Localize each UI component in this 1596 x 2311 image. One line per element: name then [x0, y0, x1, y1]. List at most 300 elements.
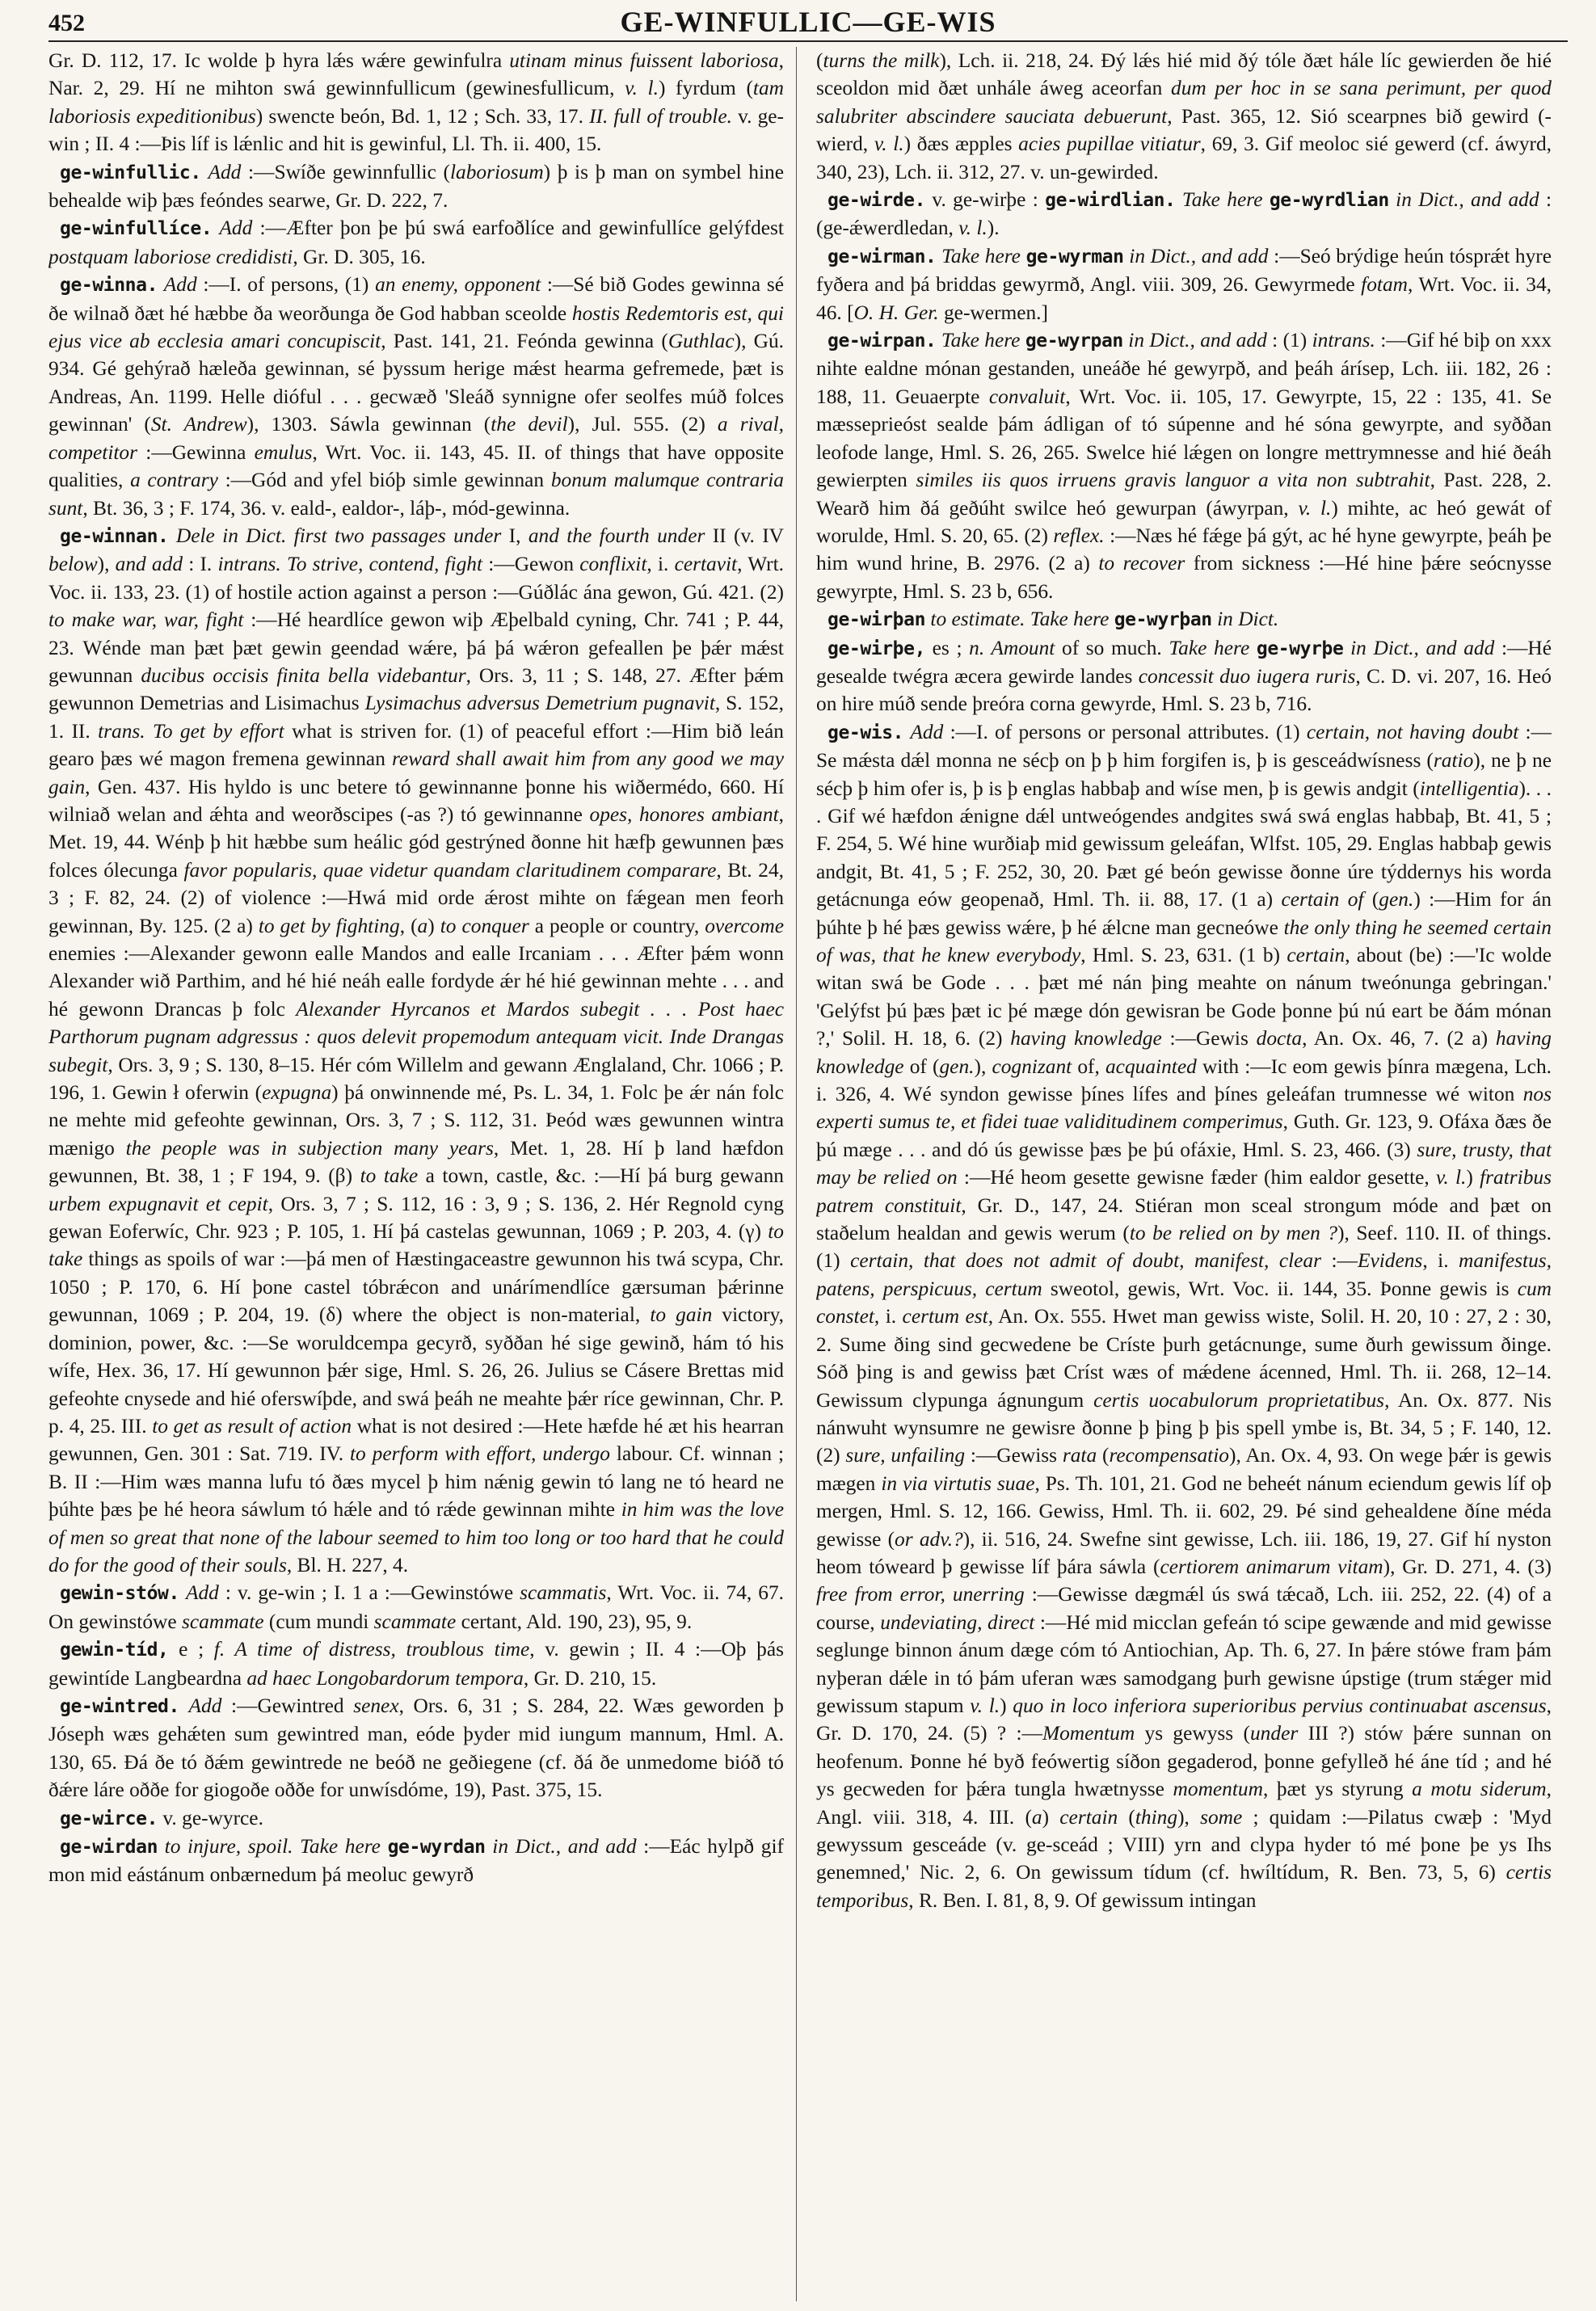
italic-text: acquainted: [1105, 1054, 1197, 1078]
entry-text: e ;: [168, 1638, 214, 1661]
italic-text: v. l.: [625, 77, 659, 100]
italic-text: acies pupillae vitiatur: [1018, 133, 1201, 156]
italic-text: a motu siderum: [1412, 1778, 1547, 1801]
entry-text: ge-wermen.]: [938, 301, 1048, 324]
dictionary-entry: [48, 1635, 784, 1692]
entry-text: , v. gewin ; II. 4 :—Oþ þás gewintíde Langbeardna: [48, 1638, 784, 1690]
entry-text: ).: [987, 217, 1000, 240]
entry-text: ), Jul. 555. (2): [567, 413, 718, 436]
entry-text: ): [1042, 1805, 1060, 1829]
dictionary-entry: [816, 634, 1552, 718]
entry-text: :—Gewintred: [221, 1694, 354, 1717]
headword: ge-wintred.: [60, 1695, 179, 1717]
italic-text: certiorem animarum vitam: [1160, 1555, 1383, 1578]
column-divider: [796, 47, 797, 2301]
entry-text: , Nar. 2, 29. Hí ne mihton swá gewinnfullicum (gewinesfullicum,: [48, 49, 784, 100]
entry-text: (cum mundi: [263, 1610, 374, 1633]
italic-text: fotam: [1361, 273, 1408, 297]
italic-text: to take: [48, 1220, 784, 1271]
italic-text: to get by fighting: [258, 914, 400, 937]
italic-text: in him was the love of men so great that none of the labour seemed to him too long or too hard that he could do for the good of their souls: [48, 1498, 784, 1576]
entry-text: , Wrt. Voc. ii. 143, 45. II. of things that have opposite qualities,: [48, 440, 784, 492]
page-header: [48, 3, 1568, 39]
italic-text: a contrary: [130, 469, 218, 492]
italic-text: and the fourth under: [528, 524, 705, 547]
italic-text: II. full of trouble.: [589, 104, 732, 128]
entry-text: , Ors. 3, 9 ; S. 130, 8–15. Hér cóm Willelm and gewann Ænglaland, Chr. 1066 ; P. 196, 1. Gewin ł oferwin (: [48, 1053, 784, 1105]
entry-text: , An. Ox. 877. Nis nánwuht wynsumre ne gewisre ðonne þ þing þ þis spell ymbe is, Bt. 34, 5 ; F. 140, 12. (2): [816, 1388, 1552, 1467]
entry-text: [381, 1835, 388, 1858]
entry-text: : (1): [1266, 329, 1312, 352]
entry-text: , (: [399, 914, 418, 937]
entry-text: , Ors. 3, 11 ; S. 148, 27. Æfter þǽm gewunnon Demetrias and Lisimachus: [48, 663, 784, 715]
entry-text: [179, 1581, 186, 1604]
italic-text: certain, that does not admit of doubt, manifest, clear: [850, 1249, 1321, 1273]
italic-text: to injure, spoil. Take here: [164, 1835, 381, 1858]
entry-text: ) mihte, ac heó gewát of worulde, Hml. S. 20, 65. (2): [816, 496, 1552, 547]
italic-text: in Dict., and add: [1129, 244, 1269, 267]
entry-text: , Met. 1, 28. Hí þ land hæfdon gewunnen, Bt. 38, 1 ; F 194, 9. (β): [48, 1136, 784, 1188]
headword: ge-wyrman: [1025, 246, 1124, 267]
italic-text: to conquer: [440, 914, 529, 937]
italic-text: favor popularis, quae videtur quandam claritudinem comparare: [183, 858, 717, 882]
entry-text: , i.: [646, 553, 675, 576]
italic-text: concessit duo iugera ruris: [1138, 664, 1356, 688]
entry-text: enemies :—Alexander gewonn ealle Mandos and ealle Ircaniam . . . Æfter þǽm wonn Alexander wið Parthim, and hé hié neáh ealle fordyde ǽr hé hié gewinnan mehte . . . and hé gewonn Drancas þ folc: [48, 942, 784, 1021]
entry-text: ). . . . Gif wé hæfdon ǽnigne dǽl untweógendes andgites swá swá englas habbaþ, Bt. 41, 5 ; F. 254, 5. Wé hine wurðiaþ mid gewissum geleáfan, Wlfst. 105, 29. Englas habbaþ gewis andgit, Bt. 41, 5 ; F. 252, 30, 20. Þæt gé beón gewisse ðonne úre týddernys his worda getácnunga eów geopenað, Hml. Th. ii. 88, 17. (1 a): [816, 777, 1552, 911]
headword: ge-wirpan.: [827, 330, 937, 352]
italic-text: postquam laboriose credidisti: [48, 245, 293, 268]
entry-text: :—Gewiss: [965, 1444, 1063, 1467]
entry-text: (: [1363, 888, 1379, 911]
italic-text: emulus: [254, 440, 313, 464]
italic-text: the people was in subjection many years: [125, 1136, 494, 1160]
entry-text: :—Gewinna: [137, 440, 255, 464]
entry-text: , Gr. D., 147, 24. Stiéran mon sceal strongum móde and þæt on staðelum healdan and gewis werum (: [816, 1193, 1552, 1245]
entry-text: ,: [555, 1835, 568, 1858]
italic-text: nos experti sumus te, et fidei tuae validitudinem comperimus: [816, 1083, 1552, 1134]
headword: ge-wirdlian.: [1045, 190, 1176, 212]
entry-text: , i.: [874, 1305, 903, 1328]
entry-text: ), ne þ ne sécþ þ him ofer is, þ is þ englas habbaþ and wíse men, þ is gewis andgit (: [816, 749, 1552, 800]
italic-text: to take: [360, 1164, 419, 1188]
entry-text: ) þ is þ man on symbel hine behealde wiþ þæs feóndes searwe, Gr. D. 222, 7.: [48, 160, 784, 213]
entry-text: :—Hé gesealde twégra æcera gewirde landes: [816, 636, 1552, 688]
entry-text: ; quidam :—Pilatus cwæþ : 'Myd gewyssum gesceáde (v. ge-sceád ; VIII) yrn and clypa hyder tó mé þone þe ys Ihs genemned,' Nic. 2, 6. On gewissum tídum (cf. hwíltídum, R. Ben. 73, 5, 6): [816, 1805, 1552, 1884]
headword: ge-winfullic.: [60, 162, 201, 183]
headword: gewin-stów.: [60, 1583, 179, 1605]
entry-text: (: [816, 49, 823, 72]
headword: ge-wyrpan: [1025, 330, 1123, 352]
headword: ge-wyrþan: [1114, 609, 1212, 631]
italic-text: Dele in Dict. first two passages under: [175, 524, 502, 547]
entry-text: [1343, 637, 1350, 659]
entry-text: :—Se mǽsta dǽl monna ne sécþ on þ þ him forgifen is, þ is gesceádwísness (: [816, 720, 1552, 772]
continued-entry: [816, 47, 1552, 186]
italic-text: certain, not having doubt: [1306, 720, 1519, 743]
entry-text: :—Gód and yfel bióþ simle gewinnan: [217, 469, 551, 492]
italic-text: similes iis quos irruens gravis languor a vita non subtrahit: [916, 469, 1430, 492]
dictionary-entry: [48, 271, 784, 522]
italic-text: the devil: [491, 413, 568, 436]
italic-text: in Dict., and add: [1128, 329, 1267, 352]
entry-text: :—Gewisse dægmǽl ús swá tǽcað, Lch. iii. 252, 22. (4) of a course,: [816, 1583, 1552, 1634]
entry-text: :—Hé mid micclan gefeán tó scipe gewænde and mid gewisse seglunge binnon ánum dæge cóm tó Antiochian, Ap. Th. 6, 27. In þǽre stówe fram þám nyþeran dǽle in tó þám uferan wæs samodgang þurh gewisne úpstige (trum stǽger mid gewissum stapum: [816, 1610, 1552, 1717]
entry-text: :—I. of persons, (1): [196, 273, 376, 297]
entry-text: :—I. of persons or personal attributes. (1): [943, 720, 1307, 743]
header-rule: [48, 40, 1568, 42]
italic-text: to recover: [1098, 552, 1185, 575]
italic-text: to be relied on by men ?: [1129, 1222, 1338, 1245]
entry-text: , Bt. 36, 3 ; F. 174, 36. v. eald-, ealdor-, láþ-, mód-gewinna.: [82, 496, 571, 520]
italic-text: an enemy, opponent: [375, 273, 541, 297]
continued-entry: [48, 47, 784, 158]
italic-text: Add: [185, 1581, 219, 1605]
entry-text: , Guth. Gr. 123, 9. Ofáxa ðæs ðe þú mæge . . . and dó ús gewisse þæs þe þú ofáxie, Hml. S. 23, 466. (3): [816, 1110, 1552, 1161]
entry-text: sweotol, gewis, Wrt. Voc. ii. 144, 35. Þonne gewis is: [1042, 1277, 1518, 1300]
italic-text: Add: [219, 217, 253, 240]
italic-text: certain of: [1281, 888, 1364, 911]
entry-text: of,: [1072, 1054, 1105, 1078]
entry-text: [158, 273, 164, 296]
italic-text: a: [417, 914, 428, 937]
italic-text: sure, trusty, that may be relied on: [816, 1138, 1552, 1189]
dictionary-entry: [816, 326, 1552, 605]
entry-text: , Wrt. Voc. ii. 74, 67. On gewinstówe: [48, 1581, 784, 1633]
italic-text: overcome: [705, 914, 784, 937]
italic-text: the only thing he seemed certain of was, that he knew everybody: [816, 916, 1552, 966]
entry-text: , about (be) :—'Ic wolde witan swá be Gode . . . þæt mé nán þing meahte on nánum tweónunga gebringan.' 'Gelýfst þú þæs þæt ic þé mæge dón gewisran be Gode þonne þú nú eart be ðám mónan ?,' Solil. H. 18, 6. (2): [816, 944, 1552, 1050]
entry-text: : I.: [183, 553, 218, 576]
italic-text: ducibus occisis finita bella videbantur: [141, 663, 466, 687]
entry-text: , Wrt. Voc. ii. 105, 17. Gewyrpte, 15, 22 : 135, 41. Se mæsseprieóst sealde þám ádligan of tó súpenne and hé sóna gewyrpte, and syððan leofode lange, Hml. S. 26, 265. Swelce hié lǽgen on longre mettrymnesse and hié ðeáh gewierpten: [816, 385, 1552, 492]
italic-text: momentum: [1173, 1778, 1263, 1801]
entry-text: , S. 152, 1. II.: [48, 692, 784, 743]
headword: ge-wirdan: [60, 1837, 158, 1858]
entry-text: [179, 1694, 189, 1717]
italic-text: in Dict., and add: [1350, 636, 1495, 659]
dictionary-entry: [48, 1579, 784, 1635]
entry-text: [158, 1835, 165, 1858]
entry-text: II (v. IV: [705, 524, 784, 547]
italic-text: in via virtutis suae: [881, 1471, 1035, 1495]
italic-text: Add: [188, 1694, 222, 1717]
italic-text: thing: [1135, 1805, 1178, 1829]
entry-text: , Angl. viii. 318, 4. III. (: [816, 1778, 1552, 1829]
italic-text: ratio: [1433, 749, 1474, 772]
entry-text: things as spoils of war :—þá men of Hæstingaceastre gewunnon his twá scypa, Chr. 1050 ; P. 170, 6. Hí þone castel tóbrǽcon and unárímendlíce gærsuman þǽrinne gewunnan, 1069 ; P. 204, 19. (δ) where the object is non-material,: [48, 1248, 784, 1327]
entry-text: ) þá onwinnende mé, Ps. L. 34, 1. Folc þe ǽr nán folc ne mehte mid gefeohte gewinnan, Ors. 3, 7 ; S. 112, 31. Þeód wæs gewunnen wintra mænigo: [48, 1081, 784, 1160]
italic-text: expugna: [262, 1081, 332, 1105]
italic-text: Take here: [1169, 636, 1250, 659]
italic-text: to get as result of action: [152, 1414, 352, 1438]
entry-text: , Wrt. Voc. ii. 133, 23. (1) of hostile action against a person :—Gúðlác ána gewon, Gú. 421. (2): [48, 553, 784, 604]
italic-text: in Dict., and add: [1396, 188, 1539, 212]
entry-text: , Past. 228, 2. Wearð him ðá geðúht swilce heó gewurpan (áwyrpan,: [816, 469, 1552, 520]
italic-text: certum est: [902, 1305, 988, 1328]
entry-text: labour. Cf. winnan ; B. II :—Him wæs manna lufu tó ðæs mycel þ him nǽnig gewin tó lang ne tó heard ne þúhte þæs þe hé heora sáwlum tó hǽle and tó rǽde gewinnan mihte: [48, 1442, 784, 1522]
dictionary-entry: [48, 522, 784, 1579]
italic-text: v. l.: [874, 133, 904, 156]
italic-text: below: [48, 553, 98, 576]
italic-text: scammate: [373, 1610, 457, 1633]
italic-text: certain: [1286, 944, 1345, 966]
entry-text: es ;: [925, 636, 970, 659]
entry-text: :—Hé heom gesette gewisne fæder (him ealdor gesette,: [957, 1166, 1437, 1189]
italic-text: certis uocabulorum proprietatibus: [1093, 1388, 1385, 1412]
entry-text: , An. Ox. 46, 7. (2 a): [1302, 1027, 1496, 1050]
italic-text: Take here: [1181, 188, 1263, 212]
entry-text: , Bl. H. 227, 4.: [286, 1553, 409, 1576]
italic-text: n. Amount: [969, 636, 1055, 659]
entry-text: :—Æfter þon þe þú swá earfoðlíce and gewinfullíce gelýfdest: [252, 217, 784, 240]
entry-text: : v. ge-win ; I. 1 a :—Gewinstówe: [218, 1581, 520, 1605]
entry-text: [1021, 245, 1026, 267]
italic-text: quo in loco inferiora superioribus pervius continuabat ascensus: [1013, 1694, 1547, 1717]
entry-text: of so much.: [1055, 636, 1169, 659]
italic-text: dum per hoc in se sana perimunt, per quod salubriter abscindere sauciata debuerunt: [816, 77, 1552, 128]
entry-text: [1176, 188, 1182, 211]
dictionary-entry: [816, 718, 1552, 1914]
entry-text: from sickness :—Hé hine þǽre seócnysse gewyrpte, Hml. S. 23 b, 656.: [816, 552, 1552, 603]
italic-text: to make war, war, fight: [48, 608, 244, 632]
italic-text: sure, unfailing: [845, 1444, 966, 1467]
entry-text: , 69, 3. Gif meoloc sié gewerd (cf. áwyrd, 340, 23), Lch. ii. 312, 27. v. un-gewirded.: [816, 133, 1552, 183]
dictionary-entry: [48, 1692, 784, 1804]
entry-text: with :—Ic eom gewis þínra mægena, Lch. i. 326, 4. Wé syndon gewisse þínes lífes and þínes geleáfan trumnesse wé witon: [816, 1054, 1552, 1106]
entry-text: , Ps. Th. 101, 21. God ne beheét nánum eciendum gewis líf oþ mergen, Hml. S. 12, 166. Gewiss, Hml. Th. ii. 602, 29. Þé sind gehealdene ðíne méda gewisse (: [816, 1471, 1552, 1551]
entry-text: ),: [974, 1054, 992, 1078]
italic-text: O. H. Ger.: [853, 301, 939, 324]
italic-text: rata: [1062, 1444, 1097, 1467]
entry-text: ): [427, 914, 440, 937]
italic-text: Guthlac: [667, 330, 735, 353]
italic-text: having knowledge: [816, 1027, 1552, 1078]
italic-text: reflex.: [1053, 524, 1105, 547]
headword: ge-winfullíce.: [60, 218, 213, 240]
headword: ge-winnan.: [60, 525, 169, 547]
entry-text: ), Gú. 934. Gé gehýrað hæleða gewinnan, sé þyssum herige mǽst hearma gefremede, þæt is Andreas, An. 1199. Helle dióful . . . gecwæð 'Sleáð synnigne ofer seolfes múð folces gewinnan' (: [48, 330, 784, 436]
entry-text: v. ge-wirþe :: [925, 188, 1046, 212]
entry-text: , Gen. 437. His hyldo is unc betere tó gewinnanne þonne his wiðermédo, 660. Hí wilniað welan and ǽhta and weorðscipes (-as ?) tó gewinnanne: [48, 775, 784, 826]
italic-text: cum constet: [816, 1277, 1552, 1328]
italic-text: Add: [910, 720, 944, 743]
italic-text: a rival, competitor: [48, 413, 784, 464]
entry-text: :—: [1321, 1249, 1358, 1273]
entry-text: , Gr. D. 170, 24. (5) ? :—: [816, 1694, 1552, 1745]
entry-text: , Ors. 6, 31 ; S. 284, 22. Wæs geworden þ Jóseph wæs gehǽten sum gewintred man, eóde þyder mid iungum mannum, Hml. A. 130, 65. Ðá ðe tó ðǽm gewintrede ne beóð ne geðiegene (cf. ðá ðe unmedome bióð tó ðǽre láre oððe for giogoðe oððe for unwísdóme, 19), Past. 375, 15.: [48, 1694, 784, 1802]
entry-text: , Ors. 3, 7 ; S. 112, 16 : 3, 9 ; S. 136, 2. Hér Regnold cyng gewan Eoferwíc, Chr. 923 ; P. 105, 1. Hí þá castelas gewunnan, 1069 ; P. 203, 4. (γ): [48, 1192, 784, 1244]
italic-text: v. l.: [970, 1694, 1000, 1717]
entry-text: , Bt. 24, 3 ; F. 82, 24. (2) of violence :—Hwá mid orde ǽrost mihte on fǽgean men feorh gewinnan, By. 125. (2 a): [48, 858, 784, 937]
italic-text: Take here: [941, 244, 1021, 267]
headword: ge-wirþan: [827, 609, 926, 631]
italic-text: having knowledge: [1010, 1027, 1162, 1050]
entry-text: , Past. 141, 21. Feónda gewinna (: [381, 330, 668, 353]
entry-text: , C. D. vi. 207, 16. Heó on hire múð sende þreóra corna gewyrde, Hml. S. 23 b, 716.: [816, 664, 1552, 716]
headword: ge-wirce.: [60, 1808, 158, 1829]
italic-text: to estimate. Take here: [930, 608, 1110, 631]
italic-text: Add: [208, 160, 242, 183]
entry-text: ), Gr. D. 271, 4. (3): [1383, 1555, 1552, 1578]
headword: ge-winna.: [60, 275, 158, 297]
italic-text: Lysimachus adversus Demetrium pugnavit: [364, 692, 715, 715]
entry-text: ys gewyss (: [1135, 1722, 1250, 1745]
headword: ge-wyrþe: [1256, 638, 1344, 659]
italic-text: some: [1200, 1805, 1243, 1829]
entry-text: , Past. 365, 12. Sió scearpnes bið gewird (-wierd,: [816, 104, 1552, 156]
left-column: [48, 47, 784, 2301]
italic-text: scammate: [182, 1610, 264, 1633]
italic-text: free from error, unerring: [816, 1583, 1025, 1606]
italic-text: Take here: [941, 329, 1021, 352]
dictionary-entry: [48, 158, 784, 215]
italic-text: v. l.: [1436, 1166, 1467, 1189]
headword: ge-wis.: [827, 722, 904, 743]
entry-text: , Gr. D. 305, 16.: [293, 245, 426, 268]
entry-text: [168, 524, 175, 547]
entry-text: [1262, 188, 1269, 211]
italic-text: hostis Redemtoris est, qui ejus vice ab ecclesia amari concupiscit: [48, 301, 784, 353]
entry-text: victory, dominion, power, &c. :—Se woruldcempa gecyrð, syððan hé sige gewinð, hám tó his wífe, Hex. 36, 17. Hí gewunnon þǽr sige, Hml. S. 26, 26. Julius se Cásere Brettas mid gefeohte cnysede and hié oferswíþde, and swá þeáh ne meahte þǽr ríce gewinnan, Chr. P. p. 4, 25. III.: [48, 1303, 784, 1438]
entry-text: , R. Ben. I. 81, 8, 9. Of gewissum intingan: [908, 1888, 1257, 1912]
italic-text: intrans. To strive, contend, fight: [217, 553, 483, 576]
italic-text: in Dict.: [1217, 608, 1279, 631]
italic-text: certavit: [674, 553, 738, 576]
italic-text: f. A time of distress, troublous time: [213, 1638, 530, 1661]
entry-text: ) swencte beón, Bd. 1, 12 ; Sch. 33, 17.: [255, 104, 590, 128]
entry-text: ) ðæs æpples: [903, 133, 1019, 156]
italic-text: and add: [567, 1835, 637, 1858]
italic-text: cognizant: [992, 1054, 1072, 1078]
headword: ge-wyrdan: [387, 1837, 486, 1858]
italic-text: gen.: [939, 1054, 975, 1078]
entry-text: :—Sé bið Godes gewinna sé ðe wilnað ðæt hé hæbbe ða weorðunga ðe God habban sceolde: [48, 273, 784, 325]
entry-text: v. ge-win ; II. 4 :—Þis líf is lǽnlic and hit is gewinful, Ll. Th. ii. 400, 15.: [48, 104, 784, 156]
running-head: GE-WINFULLIC—GE-WIS: [620, 6, 996, 38]
italic-text: Momentum: [1042, 1722, 1135, 1745]
entry-text: (: [1118, 1805, 1135, 1829]
italic-text: fratribus patrem constituit: [816, 1166, 1552, 1217]
italic-text: undeviating, direct: [880, 1610, 1035, 1634]
entry-text: [1389, 188, 1396, 211]
italic-text: scammatis: [520, 1581, 607, 1605]
italic-text: trans. To get by effort: [98, 719, 284, 743]
entry-text: certant, Ald. 190, 23), 95, 9.: [456, 1610, 693, 1633]
entry-text: I,: [501, 524, 528, 547]
italic-text: utinam minus fuissent laboriosa: [509, 49, 779, 72]
entry-text: of (: [903, 1054, 940, 1078]
italic-text: to gain: [650, 1303, 713, 1327]
italic-text: docta: [1256, 1027, 1303, 1050]
italic-text: intrans.: [1312, 329, 1375, 352]
entry-text: :—Gewon: [482, 553, 580, 576]
entry-text: , i.: [1422, 1249, 1459, 1273]
italic-text: senex: [353, 1694, 399, 1717]
headword: ge-wirde.: [827, 190, 926, 212]
italic-text: Alexander Hyrcanos et Mardos subegit . . . Post haec Parthorum pugnam adgressus : quos delevit propemodum antequam vicit. Inde Drangas subegit: [48, 997, 784, 1076]
entry-text: a people or country,: [528, 914, 705, 937]
entry-text: ), ii. 516, 24. Swefne sint gewisse, Lch. iii. 186, 19, 27. Gif hí nyston heom tóweard þ gewisse líf þára sáwla (: [816, 1527, 1552, 1578]
entry-text: III ?) stów þǽre sunnan on heofenum. Þonne hé byð feówertig síðon gegaderod, þonne gefylleð hé áne tíd ; and hé ys gecweden for þǽra tungla hwætnysse: [816, 1722, 1552, 1801]
entry-text: :—Gif hé biþ on xxx nihte ealdne mónan gestanden, uneáðe hé gewyrpð, and þeáh árísep, Lch. iii. 182, 26 : 188, 11. Geuaerpte: [816, 329, 1552, 408]
entry-text: [1249, 637, 1257, 659]
headword: ge-wyrdlian: [1269, 190, 1389, 212]
italic-text: conflixit: [579, 553, 647, 576]
entry-text: ), 1303. Sáwla gewinnan (: [246, 413, 491, 436]
entry-text: ), Lch. ii. 218, 24. Ðý lǽs hié mid ðý tóle ðæt hále líc gewierden ðe hié sceoldon mid ðæt unhále áweg aceorfan: [816, 49, 1552, 100]
entry-text: , Met. 19, 44. Wénþ þ hit hæbbe sum heálic gód gestrýned ðonne hit hæfþ gewunnen þæs folces ólecunga: [48, 802, 784, 882]
entry-text: :—Swíðe gewinnfullic (: [241, 160, 450, 183]
italic-text: to perform with effort, undergo: [349, 1442, 610, 1466]
entry-text: :—Gewis: [1161, 1027, 1257, 1050]
italic-text: a: [1031, 1805, 1042, 1829]
italic-text: certain: [1059, 1805, 1118, 1829]
dictionary-entry: [816, 605, 1552, 634]
entry-text: ) :—Him for án þúhte þ hé þæs gewiss wǽre, þ hé ǽlcne man gecneówe: [816, 888, 1552, 939]
entry-text: v. ge-wyrce.: [158, 1806, 263, 1829]
entry-text: : (ge-ǽwerdledan,: [816, 188, 1552, 240]
entry-text: ) fyrdum (: [658, 77, 753, 100]
entry-text: , An. Ox. 555. Hwet man gewiss wiste, Solil. H. 20, 10 : 27, 2 : 30, 2. Sume ðing sind gecwedene be Críste þurh getácnunge, sume ðurh gewissum ðinge. Sóð þing is and gewiss þæt Críst wæs of mǽdene ácenned, Hml. Th. ii. 268, 12–14. Gewissum clypunga ágnungum: [816, 1305, 1552, 1412]
entry-text: , þæt ys styrung: [1262, 1778, 1413, 1801]
entry-text: what is not desired :—Hete hæfde hé æt his hearran gewunnen, Gen. 301 : Sat. 719. IV.: [48, 1414, 784, 1466]
entry-text: ), Seef. 110. II. of things. (1): [816, 1222, 1552, 1273]
italic-text: convaluit: [988, 385, 1066, 408]
headword: ge-wirman.: [827, 246, 937, 267]
entry-text: , Hml. S. 23, 631. (1 b): [1080, 944, 1287, 966]
italic-text: Add: [163, 273, 197, 297]
entry-text: ),: [97, 553, 116, 576]
italic-text: tam laboriosis expeditionibus: [48, 77, 784, 128]
dictionary-entry: [48, 1833, 784, 1889]
italic-text: recompensatio: [1109, 1444, 1229, 1467]
italic-text: v. l.: [958, 217, 987, 240]
italic-text: certis temporibus: [816, 1861, 1552, 1912]
headword: gewin-tíd,: [60, 1640, 169, 1661]
dictionary-entry: [48, 1804, 784, 1833]
entry-text: , Gr. D. 210, 15.: [523, 1666, 657, 1690]
right-column: [816, 47, 1552, 2301]
italic-text: St. Andrew: [150, 413, 247, 436]
dictionary-entry: [816, 242, 1552, 326]
italic-text: gen.: [1379, 888, 1414, 911]
italic-text: ad haec Longobardorum tempora: [246, 1666, 524, 1690]
dictionary-entry: [48, 214, 784, 271]
italic-text: turns the milk: [823, 49, 940, 72]
entry-text: what is striven for. (1) of peaceful effort :—Him bið leán gearo þæs wé magon fremena gewinnan: [48, 719, 784, 771]
italic-text: or adv.?: [895, 1527, 963, 1551]
italic-text: v. l.: [1298, 496, 1332, 520]
italic-text: opes, honores ambiant: [589, 802, 779, 826]
italic-text: urbem expugnavit et cepit: [48, 1192, 268, 1215]
entry-text: Gr. D. 112, 17. Ic wolde þ hyra lǽs wǽre gewinfulra: [48, 49, 510, 72]
italic-text: intelligentia: [1419, 777, 1519, 800]
italic-text: Evidens: [1357, 1249, 1423, 1273]
entry-text: (: [1097, 1444, 1110, 1467]
entry-text: [486, 1835, 493, 1858]
entry-text: :—Næs hé fǽge þá gýt, ac hé hyne gewyrpte, þeáh þe him wund hrine, B. 2976. (2 a): [816, 524, 1552, 575]
italic-text: reward shall await him from any good we may gain: [48, 747, 784, 798]
entry-text: ): [1466, 1166, 1480, 1189]
dictionary-entry: [816, 186, 1552, 242]
page-number: 452: [48, 10, 85, 36]
entry-text: , Wrt. Voc. ii. 34, 46. [: [816, 273, 1552, 324]
italic-text: bonum malumque contraria sunt: [48, 469, 784, 520]
italic-text: in Dict.: [492, 1835, 556, 1858]
entry-text: ): [1000, 1694, 1013, 1717]
entry-text: ),: [1177, 1805, 1201, 1829]
